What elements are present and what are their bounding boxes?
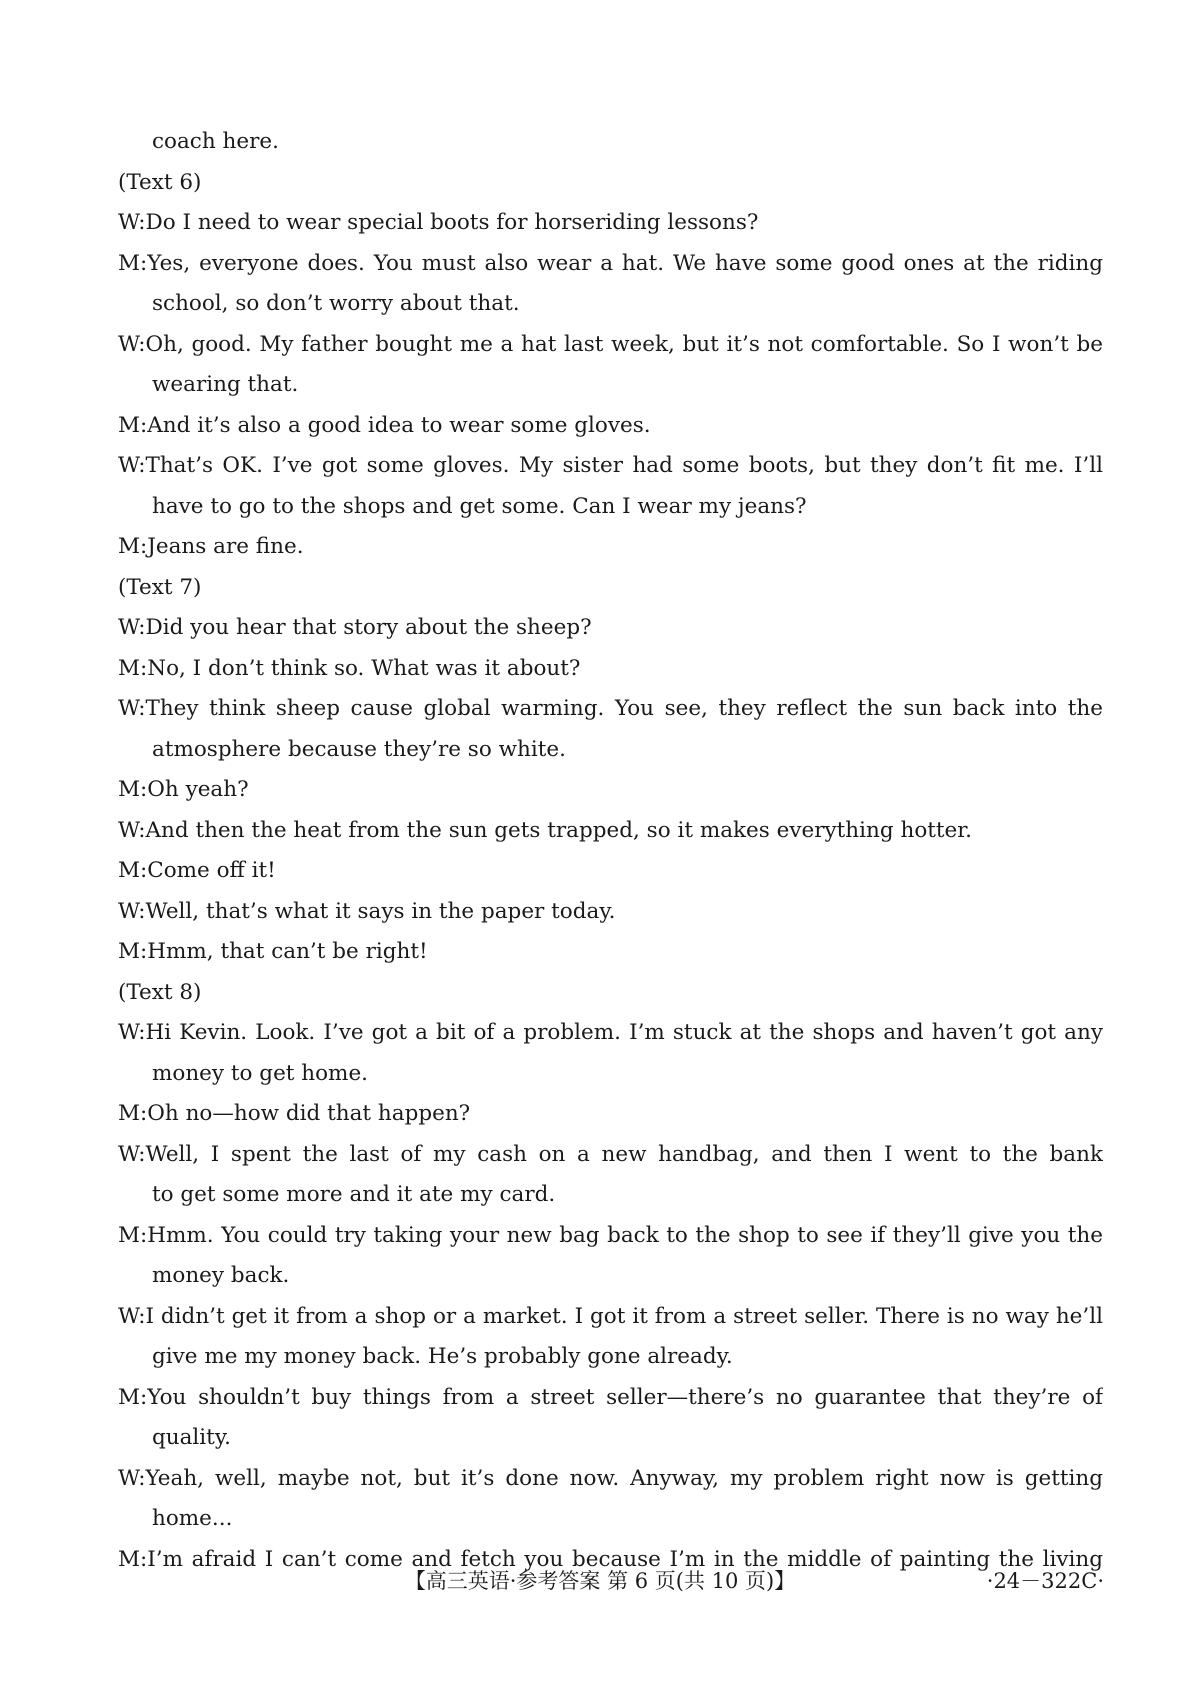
transcript-line: W:Well, that’s what it says in the paper today. bbox=[118, 898, 616, 924]
transcript-line: school, so don’t worry about that. bbox=[152, 291, 520, 316]
transcript-line: W:Yeah, well, maybe not, but it’s done now. Anyway, my problem right now is getting bbox=[118, 1465, 1103, 1491]
transcript-line: M:And it’s also a good idea to wear some gloves. bbox=[118, 412, 651, 438]
transcript-line: M:Oh yeah? bbox=[118, 777, 249, 802]
transcript-line: M:Hmm, that can’t be right! bbox=[118, 939, 428, 964]
transcript-line: give me my money back. He’s probably gone already. bbox=[152, 1344, 733, 1369]
transcript-line: money to get home. bbox=[152, 1060, 368, 1086]
transcript-body bbox=[118, 122, 1103, 1580]
transcript-line: M:I’m afraid I can’t come and fetch you because I’m in the middle of painting the living bbox=[118, 1546, 1103, 1572]
transcript-line: W:Oh, good. My father bought me a hat last week, but it’s not comfortable. So I won’t be bbox=[118, 331, 1103, 357]
transcript-line: atmosphere because they’re so white. bbox=[152, 736, 566, 762]
page-footer bbox=[0, 1563, 1200, 1599]
transcript-line: wearing that. bbox=[152, 372, 299, 397]
transcript-line: W:Did you hear that story about the sheep? bbox=[118, 615, 592, 640]
transcript-line: W:Hi Kevin. Look. I’ve got a bit of a problem. I’m stuck at the shops and haven’t got any bbox=[118, 1020, 1103, 1045]
transcript-line: (Text 7) bbox=[118, 574, 202, 600]
transcript-line: M:Hmm. You could try taking your new bag back to the shop to see if they’ll give you the bbox=[118, 1222, 1103, 1248]
footer-doc-code: ·24－322C· bbox=[986, 1569, 1104, 1593]
transcript-line: quality. bbox=[152, 1425, 231, 1450]
transcript-line: W:Do I need to wear special boots for horseriding lessons? bbox=[118, 210, 759, 235]
transcript-line: home... bbox=[152, 1506, 233, 1531]
transcript-line: (Text 8) bbox=[118, 979, 202, 1005]
transcript-line: M:Come off it! bbox=[118, 858, 276, 883]
transcript-line: W:They think sheep cause global warming. You see, they reflect the sun back into the bbox=[118, 696, 1103, 721]
transcript-line: W:Well, I spent the last of my cash on a new handbag, and then I went to the bank bbox=[118, 1141, 1103, 1167]
transcript-line: M:You shouldn’t buy things from a street seller—there’s no guarantee that they’re of bbox=[118, 1384, 1103, 1410]
transcript-line: M:Jeans are fine. bbox=[118, 534, 304, 559]
transcript-line: W:I didn’t get it from a shop or a market. I got it from a street seller. There is no way he’ll bbox=[118, 1303, 1103, 1329]
transcript-line: W:And then the heat from the sun gets trapped, so it makes everything hotter. bbox=[118, 817, 973, 843]
footer-page-info: 【高三英语·参考答案 第 6 页(共 10 页)】 bbox=[404, 1569, 796, 1593]
transcript-line: M:No, I don’t think so. What was it about? bbox=[118, 655, 581, 681]
transcript-line: (Text 6) bbox=[118, 169, 202, 195]
transcript-line: M:Yes, everyone does. You must also wear a hat. We have some good ones at the riding bbox=[118, 250, 1103, 276]
transcript-line: W:That’s OK. I’ve got some gloves. My sister had some boots, but they don’t fit me. I’ll bbox=[118, 453, 1103, 478]
transcript-line: M:Oh no—how did that happen? bbox=[118, 1101, 471, 1126]
transcript-line: to get some more and it ate my card. bbox=[152, 1182, 556, 1207]
transcript-line: have to go to the shops and get some. Can I wear my jeans? bbox=[152, 493, 807, 519]
transcript-line: coach here. bbox=[152, 129, 279, 154]
transcript-line: money back. bbox=[152, 1263, 290, 1288]
